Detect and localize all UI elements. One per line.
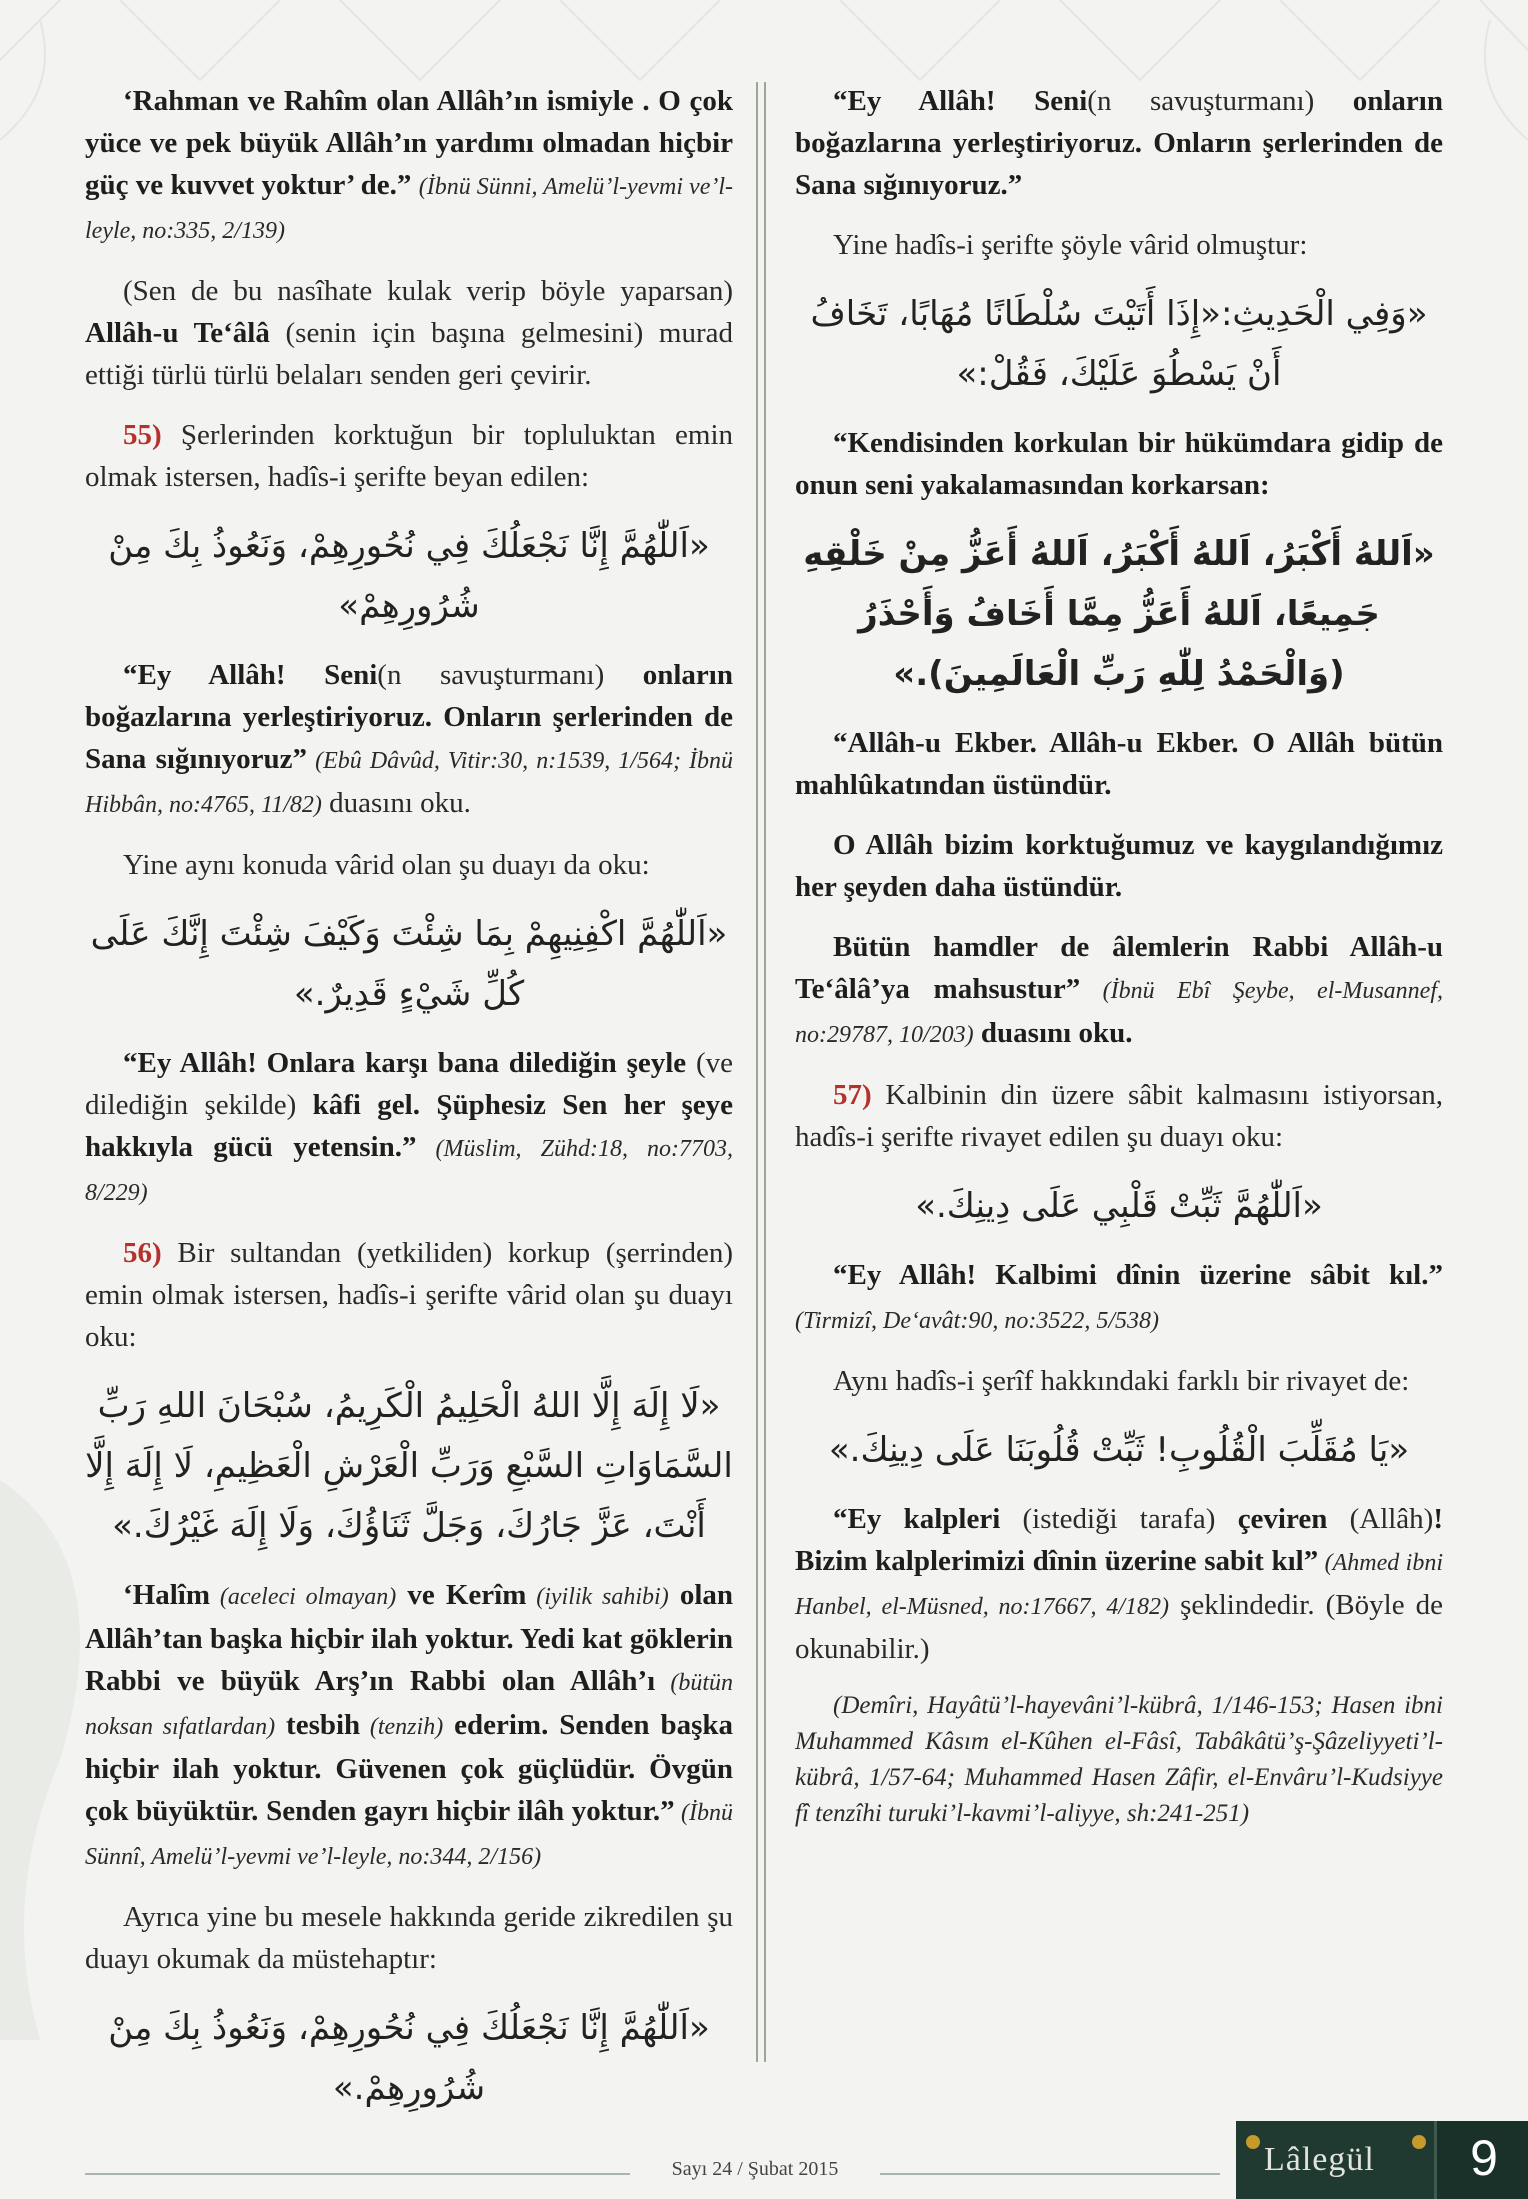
inline-note: (aceleci olmayan) [210, 1584, 397, 1610]
text: (istediği tarafa) [1000, 1503, 1238, 1535]
page-number-box [1434, 2121, 1528, 2199]
bold-text: “Ey Allâh! Seni [833, 85, 1088, 117]
magazine-brand-box [1236, 2121, 1528, 2199]
column-divider [756, 82, 766, 2062]
paragraph: Ayrıca yine bu mesele hakkında geride zikredilen şu duayı okumak da müstehaptır: [85, 1901, 733, 1975]
bold-text: olan Allâh’tan başka hiçbir ilah yoktur. Yedi kat göklerin Rabbi ve büyük Arş’ın Rabbi olan Allâh’ı [85, 1579, 734, 1697]
arabic-prayer: «اَللّٰهُمَّ اكْفِنِيهِمْ بِمَا شِئْتَ وَكَيْفَ شِئْتَ إِنَّكَ عَلَى كُلِّ شَيْءٍ قَدِيرٌ.» [90, 914, 728, 1014]
item-number: 56) [123, 1237, 162, 1269]
bold-text: Bütün hamdler de âlemlerin Rabbi Allâh-u Te‘âlâ’ya mahsustur” [795, 931, 1443, 1005]
arabic-prayer: «اَللّٰهُمَّ ثَبِّتْ قَلْبِي عَلَى دِينِكَ.» [915, 1186, 1323, 1226]
paragraph [795, 1498, 1443, 1670]
bold-text: ‘Halîm [123, 1579, 210, 1611]
tulip-ornament-icon [1412, 2135, 1426, 2149]
arabic-prayer: «اَللّٰهُمَّ إِنَّا نَجْعَلُكَ فِي نُحُورِهِمْ، وَنَعُوذُ بِكَ مِنْ شُرُورِهِمْ» [108, 526, 710, 626]
paragraph [85, 80, 733, 252]
paragraph: “Kendisinden korkulan bir hükümdara gidip de onun seni yakalamasından korkarsan: [795, 427, 1443, 501]
citation: (Müslim, Zühd:18, no:7703, 8/229) [85, 1136, 733, 1206]
bold-text: ederim. Senden başka hiçbir ilah yoktur. Güvenen çok güçlüdür. Övgün çok büyüktür. Senden gayrı hiçbir ilâh yoktur.” [85, 1709, 733, 1827]
paragraph [85, 1574, 733, 1878]
citation: (İbnü Sünnî, Amelü’l-yevmi ve’l-leyle, no:344, 2/156) [85, 1800, 734, 1870]
text: (n savuşturmanı) [1087, 85, 1315, 117]
paragraph: Yine hadîs-i şerifte şöyle vârid olmuştur: [833, 229, 1308, 261]
text: (ve dilediğin şekilde) [85, 1047, 733, 1121]
issue-info: Sayı 24 / Şubat 2015 [671, 2158, 839, 2180]
paragraph: “Allâh-u Ekber. Allâh-u Ekber. O Allâh bütün mahlûkatından üstündür. [795, 727, 1443, 801]
paragraph [795, 1254, 1443, 1342]
citation: (İbnü Ebî Şeybe, el-Musannef, no:29787, 10/203) [795, 978, 1444, 1048]
paragraph: Yine aynı konuda vârid olan şu duayı da oku: [123, 849, 650, 881]
footer-rule-right [880, 2173, 1220, 2175]
paragraph [85, 414, 733, 498]
text: Kalbinin din üzere sâbit kalmasını istiyorsan, hadîs-i şerifte rivayet edilen şu duayı oku: [795, 1079, 1443, 1153]
paragraph [85, 270, 733, 396]
bold-text: duasını oku. [973, 1017, 1133, 1049]
magazine-logo: Lâlegül [1264, 2141, 1375, 2178]
paragraph: O Allâh bizim korktuğumuz ve kaygılandığımız her şeyden daha üstündür. [795, 829, 1443, 903]
arabic-prayer: «اَللّٰهُمَّ إِنَّا نَجْعَلُكَ فِي نُحُورِهِمْ، وَنَعُوذُ بِكَ مِنْ شُرُورِهِمْ.» [108, 2008, 710, 2108]
arabic-prayer: «لَا إِلَهَ إِلَّا اللهُ الْحَلِيمُ الْكَرِيمُ، سُبْحَانَ اللهِ رَبِّ السَّمَاوَاتِ السَّبْعِ وَرَبِّ الْعَرْشِ الْعَظِيمِ، لَا إِلَهَ إِلَّا أَنْتَ، عَزَّ جَارُكَ، وَجَلَّ ثَنَاؤُكَ، وَلَا إِلَهَ غَيْرُكَ.» [85, 1386, 733, 1546]
left-column [85, 80, 733, 2136]
text: (n savuşturmanı) [377, 659, 605, 691]
bold-text: onların boğazlarına yerleştiriyoruz. Onların şerlerinden de Sana sığınıyoruz.” [795, 85, 1443, 201]
citation: (Ebû Dâvûd, Vitir:30, n:1539, 1/564; İbnü Hibbân, no:4765, 11/82) [85, 748, 733, 818]
text: Bir sultandan (yetkiliden) korkup (şerrinden) emin olmak istersen, hadîs-i şerifte vârid olan şu duayı oku: [85, 1237, 733, 1353]
text: (senin için başına gelmesini) murad ettiği türlü türlü belaları senden geri çevirir. [85, 317, 733, 391]
arabic-prayer: «وَفِي الْحَدِيثِ:«إِذَا أَتَيْتَ سُلْطَانًا مُهَابًا، تَخَافُ أَنْ يَسْطُوَ عَلَيْكَ، فَقُلْ:» [810, 294, 1428, 394]
citation: (Tirmizî, De‘avât:90, no:3522, 5/538) [795, 1308, 1159, 1334]
bold-text: çeviren [1237, 1503, 1328, 1535]
text: (Allâh) [1327, 1503, 1434, 1535]
bold-text: onların boğazlarına yerleştiriyoruz. Onların şerlerinden de Sana sığınıyoruz” [85, 659, 733, 775]
item-number: 55) [123, 419, 162, 451]
paragraph [85, 1042, 733, 1214]
bold-text: “Ey Allâh! Kalbimi dînin üzerine sâbit kıl.” [833, 1259, 1443, 1291]
paragraph: Aynı hadîs-i şerîf hakkındaki farklı bir rivayet de: [833, 1365, 1410, 1397]
bold-text: kâfi gel. Şüphesiz Sen her şeye hakkıyla gücü yetensin.” [85, 1089, 733, 1163]
text: (Sen de bu nasîhate kulak verip böyle yaparsan) [123, 275, 733, 307]
paragraph [795, 1074, 1443, 1158]
bold-text: “Ey Allâh! Seni [123, 659, 378, 691]
text: duasını oku. [321, 787, 471, 819]
bold-text: ‘Rahman ve Rahîm olan Allâh’ın ismiyle . O çok yüce ve pek büyük Allâh’ın yardımı olmadan hiçbir güç ve kuvvet yoktur’ de.” [85, 85, 733, 201]
right-column [795, 80, 1443, 1850]
footer-rule-left [85, 2173, 630, 2175]
tulip-ornament-icon [1246, 2135, 1260, 2149]
item-number: 57) [833, 1079, 872, 1111]
inline-note: (bütün noksan sıfatlardan) [85, 1670, 733, 1740]
page-number: 9 [1470, 2130, 1498, 2186]
paragraph [795, 926, 1443, 1056]
citation: (İbnü Sünni, Amelü’l-yevmi ve’l-leyle, no:335, 2/139) [85, 174, 733, 244]
references: (Demîri, Hayâtü’l-hayevâni’l-kübrâ, 1/146-153; Hasen ibni Muhammed Kâsım el-Kûhen el-Fâsî, Tabâkâtü’ş-Şâzeliyyeti’l-kübrâ, 1/57-64; Muhammed Hasen Zâfir, el-Envâru’l-Kudsiyye fî tenzîhi turuki’l-kavmi’l-aliyye, sh:241-251) [795, 1692, 1443, 1827]
bold-text: “Ey kalpleri [833, 1503, 1001, 1535]
paragraph [85, 654, 733, 826]
bold-text: ve Kerîm [396, 1579, 527, 1611]
paragraph [85, 1232, 733, 1358]
bold-text: ! Bizim kalplerimizi dînin üzerine sabit kıl” [795, 1503, 1444, 1577]
text: şeklindedir. (Böyle de okunabilir.) [795, 1589, 1443, 1665]
arabic-prayer: «يَا مُقَلِّبَ الْقُلُوبِ! ثَبِّتْ قُلُوبَنَا عَلَى دِينِكَ.» [828, 1430, 1410, 1470]
citation: (Ahmed ibni Hanbel, el-Müsned, no:17667, 4/182) [795, 1550, 1443, 1620]
inline-note: (iyilik sahibi) [526, 1584, 669, 1610]
paragraph [795, 80, 1443, 206]
inline-note: (tenzih) [360, 1714, 444, 1740]
bold-text: Allâh-u Te‘âlâ [85, 317, 270, 349]
arabic-prayer: «اَللهُ أَكْبَرُ، اَللهُ أَكْبَرُ، اَللهُ أَعَزُّ مِنْ خَلْقِهِ جَمِيعًا، اَللهُ أَعَزُّ مِمَّا أَخَافُ وَأَحْذَرُ (وَالْحَمْدُ لِلّٰهِ رَبِّ الْعَالَمِينَ).» [803, 534, 1435, 694]
bold-text: “Ey Allâh! Onlara karşı bana dilediğin şeyle [123, 1047, 687, 1079]
bold-text: tesbih [275, 1709, 361, 1741]
text: Şerlerinden korktuğun bir topluluktan emin olmak istersen, hadîs-i şerifte beyan edilen: [85, 419, 733, 493]
